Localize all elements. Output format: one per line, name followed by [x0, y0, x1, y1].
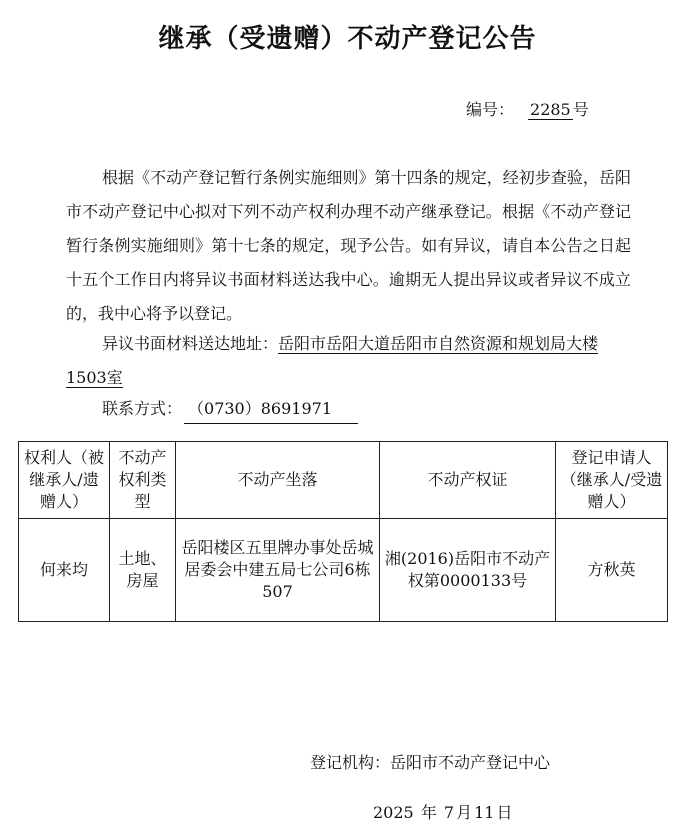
- header-location: 不动产坐落: [176, 442, 380, 519]
- objection-address: [66, 327, 631, 395]
- contact-info: [102, 395, 358, 424]
- number-value: 2285: [530, 100, 571, 119]
- header-applicant: 登记申请人（继承人/受遗赠人）: [556, 442, 668, 519]
- registration-organization: [310, 750, 550, 773]
- number-label: 编号：: [466, 100, 515, 119]
- notice-body-text: 根据《不动产登记暂行条例实施细则》第十四条的规定，经初步查验，岳阳市不动产登记中心拟对下列不动产权利办理不动产继承登记。根据《不动产登记暂行条例实施细则》第十七条的规定，现予公告。如有异议，请自本公告之日起十五个工作日内将异议书面材料送达我中心。逾期无人提出异议或者异议不成立的，我中心将予以登记。: [66, 168, 631, 323]
- date-month: 7: [443, 803, 455, 822]
- registration-table: [18, 441, 668, 622]
- contact-label: 联系方式：: [102, 399, 183, 418]
- organization-label: 登记机构：: [310, 753, 391, 772]
- contact-value: （0730）8691971: [184, 395, 358, 424]
- header-certificate: 不动产权证: [380, 442, 556, 519]
- date-day-unit: 日: [496, 803, 513, 822]
- notice-date: [373, 800, 515, 823]
- notice-body: [66, 161, 631, 331]
- date-month-unit: 月: [456, 803, 473, 822]
- date-year-unit: 年: [420, 803, 437, 822]
- date-day: 11: [474, 803, 495, 822]
- date-year: 2025: [373, 803, 414, 822]
- cell-right-type: 土地、房屋: [110, 519, 176, 622]
- header-right-type: 不动产权利类型: [110, 442, 176, 519]
- header-right-holder: 权利人（被继承人/遗赠人）: [19, 442, 110, 519]
- cell-location: 岳阳楼区五里牌办事处岳城居委会中建五局七公司6栋507: [176, 519, 380, 622]
- organization-value: 岳阳市不动产登记中心: [390, 753, 551, 772]
- table-row: [19, 519, 668, 622]
- cell-applicant: 方秋英: [556, 519, 668, 622]
- notice-title: 继承（受遗赠）不动产登记公告: [158, 24, 537, 54]
- cell-certificate: 湘(2016)岳阳市不动产权第0000133号: [380, 519, 556, 622]
- number-suffix: 号: [572, 100, 589, 119]
- objection-address-label: 异议书面材料送达地址：: [102, 334, 279, 353]
- objection-address-value: 岳阳市岳阳大道岳阳市自然资源和规划局大楼1503室: [66, 334, 599, 387]
- table-header-row: [19, 442, 668, 519]
- notice-number: [466, 97, 589, 120]
- cell-right-holder: 何来均: [19, 519, 110, 622]
